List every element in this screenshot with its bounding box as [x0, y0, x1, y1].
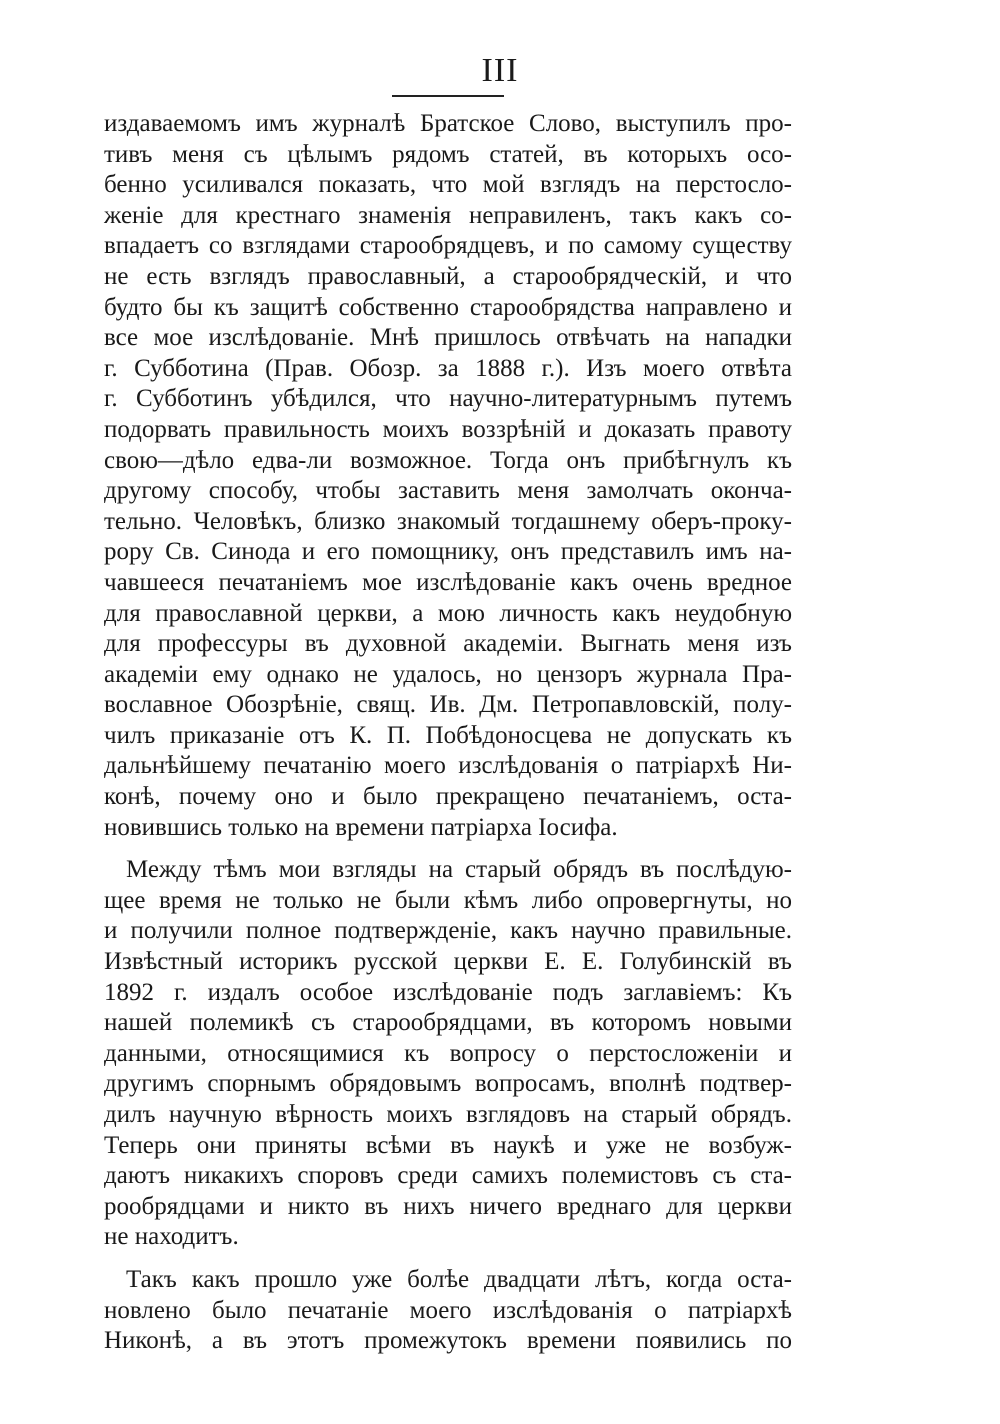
body-text: [104, 109, 792, 1357]
text-line: академіи ему однако не удалось, но цензоръ журнала Пра-: [104, 660, 792, 688]
text-line: тивъ меня съ цѣлымъ рядомъ статей, въ которыхъ осо-: [104, 140, 792, 168]
text-line: Теперь они приняты всѣми въ наукѣ и уже не возбуж-: [104, 1131, 792, 1159]
text-line: бенно усиливался показать, что мой взглядъ на перстосло-: [104, 171, 792, 199]
text-line: Извѣстный историкъ русской церкви Е. Е. Голубинскій въ: [104, 948, 792, 976]
text-line: дальнѣйшему печатанію моего изслѣдованія о патріархѣ Ни-: [104, 752, 792, 780]
text-line: рообрядцами и никто въ нихъ ничего вреднаго для церкви: [104, 1192, 792, 1220]
text-line: рору Св. Синода и его помощнику, онъ представилъ имъ на-: [104, 538, 792, 566]
text-line: подорвать правильность моихъ воззрѣній и доказать правоту: [104, 415, 792, 443]
page-number: III: [481, 52, 519, 89]
text-line: для профессуры въ духовной академіи. Выгнать меня изъ: [104, 630, 792, 658]
text-line: щее время не только не были кѣмъ либо опровергнуты, но: [104, 886, 792, 914]
text-line: новившись только на времени патріарха Іосифа.: [104, 813, 618, 841]
text-line: нашей полемикѣ съ старообрядцами, въ которомъ новыми: [104, 1009, 792, 1037]
header-rule: [392, 95, 504, 97]
text-line: издаваемомъ имъ журналѣ Братское Слово, выступилъ про-: [104, 110, 792, 137]
text-line: чилъ приказаніе отъ К. П. Побѣдоносцева не допускать къ: [104, 721, 792, 749]
text-line: все мое изслѣдованіе. Мнѣ пришлось отвѣчать на нападки: [104, 324, 792, 352]
text-line: и получили полное подтвержденіе, какъ научно правильные.: [104, 917, 792, 945]
text-line: свою—дѣло едва-ли возможное. Тогда онъ прибѣгнулъ къ: [104, 446, 792, 474]
text-line: дилъ научную вѣрность моихъ взглядовъ на старый обрядъ.: [104, 1101, 792, 1128]
text-line: не есть взглядъ православный, а старообрядческій, и что: [104, 262, 792, 290]
text-line: будто бы къ защитѣ собственно старообрядства направлено и: [104, 293, 792, 321]
paragraph-1: [104, 109, 792, 843]
text-line: вославное Обозрѣніе, свящ. Ив. Дм. Петропавловскій, полу-: [104, 691, 792, 719]
text-line: конѣ, почему оно и было прекращено печатаніемъ, оста-: [104, 783, 792, 811]
text-line: новлено было печатаніе моего изслѣдованія о патріархѣ: [104, 1296, 792, 1324]
text-line: Между тѣмъ мои взгляды на старый обрядъ въ послѣдую-: [126, 856, 792, 884]
text-line: для православной церкви, а мою личность какъ неудобную: [104, 599, 792, 627]
text-line: впадаетъ со взглядами старообрядцевъ, и по самому существу: [104, 232, 792, 260]
text-line: Такъ какъ прошло уже болѣе двадцати лѣтъ, когда оста-: [126, 1265, 792, 1293]
text-line: даютъ никакихъ споровъ среди самихъ полемистовъ съ ста-: [104, 1162, 792, 1190]
text-line: Никонѣ, а въ этотъ промежутокъ времени появились по: [104, 1327, 792, 1355]
text-line: тельно. Человѣкъ, близко знакомый тогдашнему оберъ-проку-: [104, 507, 792, 535]
text-line: г. Субботинъ убѣдился, что научно-литературнымъ путемъ: [104, 385, 792, 413]
text-line: г. Субботина (Прав. Обозр. за 1888 г.). Изъ моего отвѣта: [104, 354, 792, 382]
text-line: другому способу, чтобы заставить меня замолчать оконча-: [104, 477, 792, 505]
text-line: 1892 г. издалъ особое изслѣдованіе подъ заглавіемъ: Къ: [104, 978, 792, 1006]
text-line: другимъ спорнымъ обрядовымъ вопросамъ, вполнѣ подтвер-: [104, 1070, 792, 1098]
paragraph-2: [104, 855, 792, 1253]
text-line: не находитъ.: [104, 1223, 239, 1251]
text-line: чавшееся печатаніемъ мое изслѣдованіе какъ очень вредное: [104, 568, 792, 596]
paragraph-3: [104, 1265, 792, 1357]
text-line: женіе для крестнаго знаменія неправиленъ, такъ какъ со-: [104, 201, 792, 229]
text-line: данными, относящимися къ вопросу о перстосложеніи и: [104, 1039, 792, 1067]
